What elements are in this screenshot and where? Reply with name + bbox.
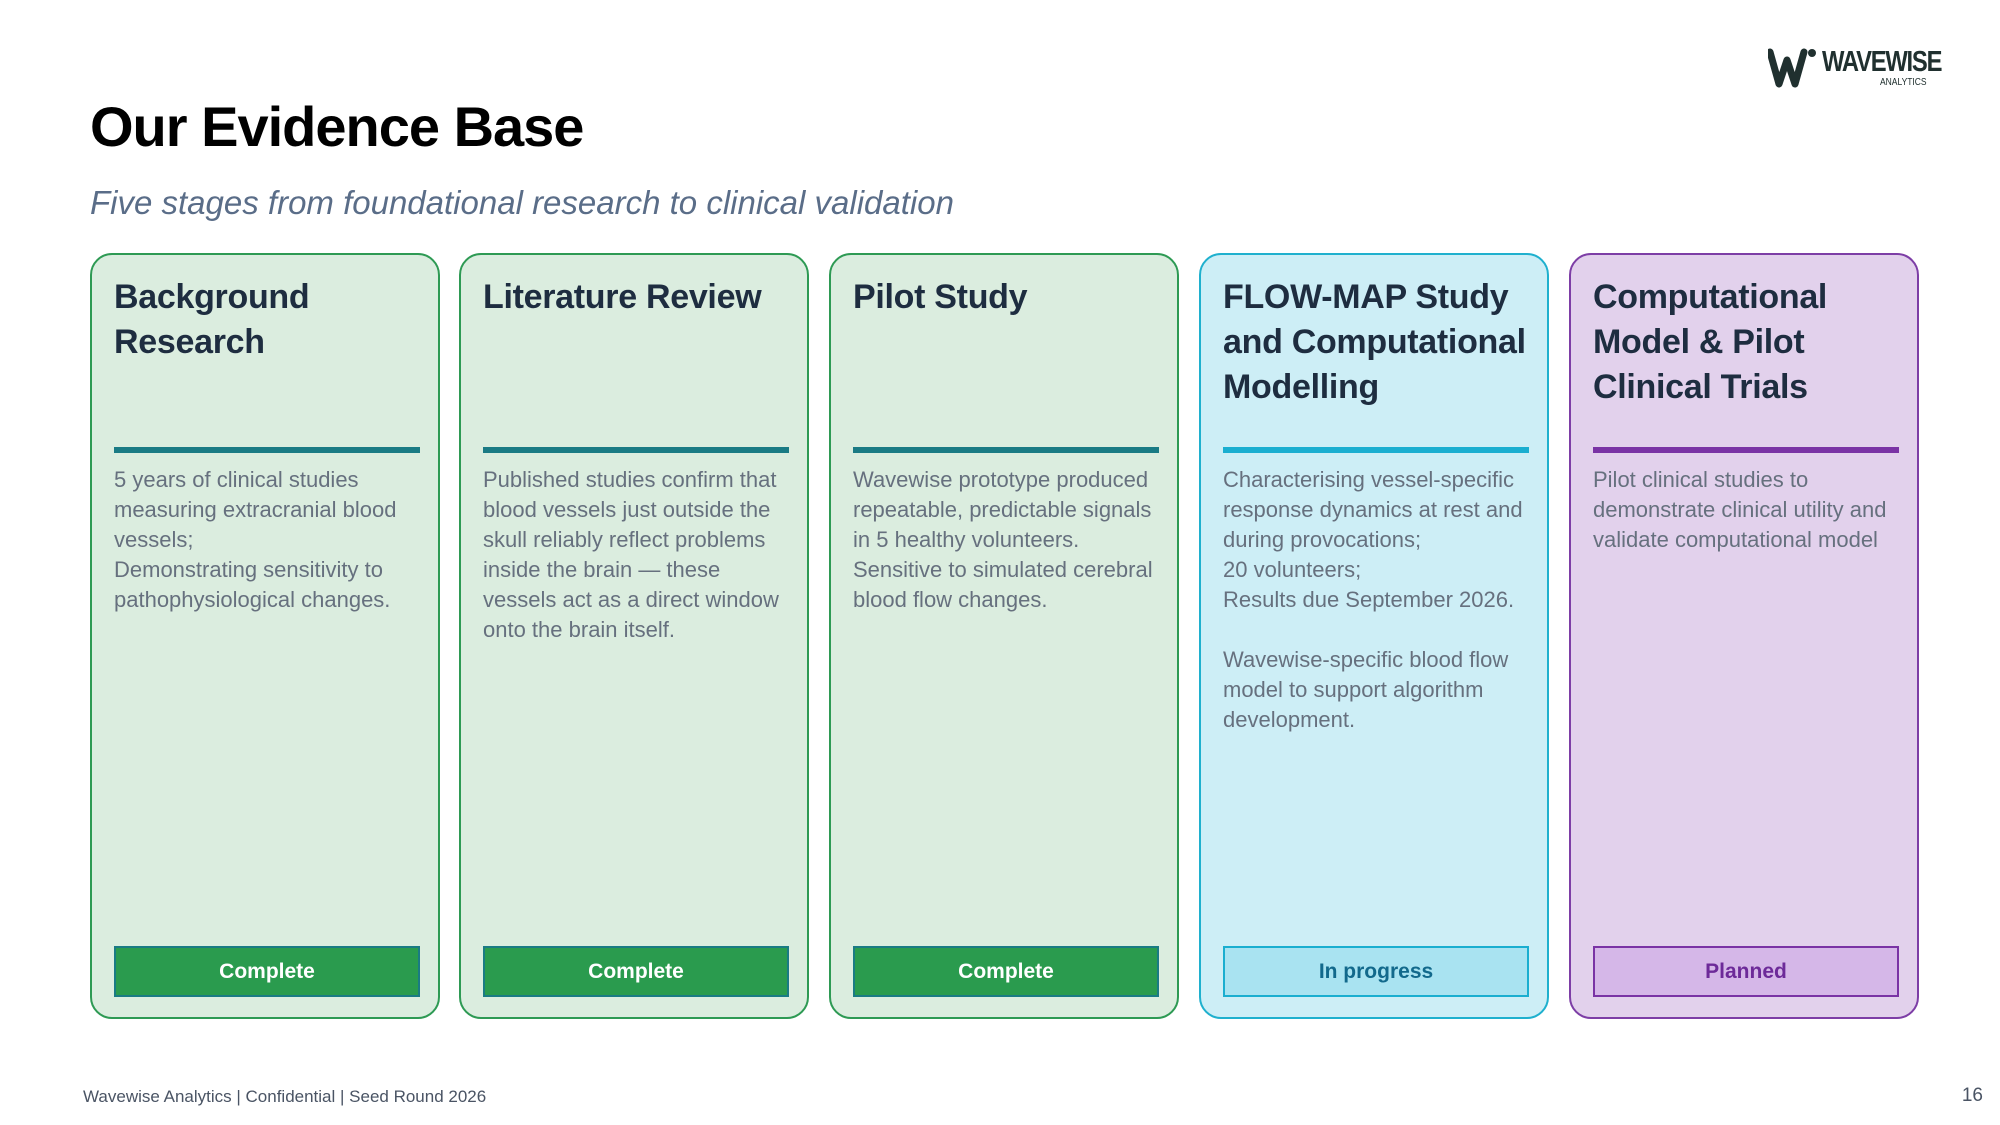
status-badge: Complete	[853, 946, 1159, 997]
stage-description: Pilot clinical studies to demonstrate clinical utility and validate computational model	[1593, 467, 1887, 552]
stage-card-literature-review	[459, 253, 809, 1019]
logo-wordmark: WAVEWISE	[1822, 46, 1942, 78]
stage-divider	[483, 447, 789, 453]
status-badge: In progress	[1223, 946, 1529, 997]
stage-description: Characterising vessel-specific response dynamics at rest and during provocations; 20 volunteers; Results due September 2026. Wavewise-specific blood flow model to support algorithm development.	[1223, 467, 1523, 732]
stage-title: FLOW-MAP Study and Computational Modelling	[1223, 278, 1526, 406]
stage-divider	[1223, 447, 1529, 453]
logo-tagline: ANALYTICS	[1880, 77, 1927, 88]
stage-card-background-research	[90, 253, 440, 1019]
status-badge: Complete	[114, 946, 420, 997]
stage-divider	[1593, 447, 1899, 453]
page-title: Our Evidence Base	[90, 95, 584, 158]
footer-text: Wavewise Analytics | Confidential | Seed Round 2026	[83, 1087, 487, 1106]
wave-logo-icon	[1768, 46, 1818, 90]
stage-description: 5 years of clinical studies measuring extracranial blood vessels; Demonstrating sensitivity to pathophysiological changes.	[114, 467, 397, 612]
stage-card-pilot-study	[829, 253, 1179, 1019]
status-badge: Planned	[1593, 946, 1899, 997]
page-number: 16	[1961, 1085, 1983, 1106]
status-badge: Complete	[483, 946, 789, 997]
stage-card-clinical-trials	[1569, 253, 1919, 1019]
stage-title: Pilot Study	[853, 278, 1028, 316]
stage-card-flow-map-study	[1199, 253, 1549, 1019]
stage-title: Background Research	[114, 278, 310, 361]
stage-divider	[114, 447, 420, 453]
stage-divider	[853, 447, 1159, 453]
stage-description: Wavewise prototype produced repeatable, predictable signals in 5 healthy volunteers. Sensitive to simulated cerebral blood flow changes.	[853, 467, 1153, 612]
page-subtitle: Five stages from foundational research to clinical validation	[90, 184, 954, 221]
stage-title: Computational Model & Pilot Clinical Trials	[1593, 278, 1828, 406]
wavewise-logo	[1768, 44, 1942, 92]
stage-description: Published studies confirm that blood vessels just outside the skull reliably reflect problems inside the brain — these vessels act as a direct window onto the brain itself.	[483, 467, 779, 642]
stage-title: Literature Review	[483, 278, 762, 316]
stage-cards	[90, 253, 1926, 1023]
